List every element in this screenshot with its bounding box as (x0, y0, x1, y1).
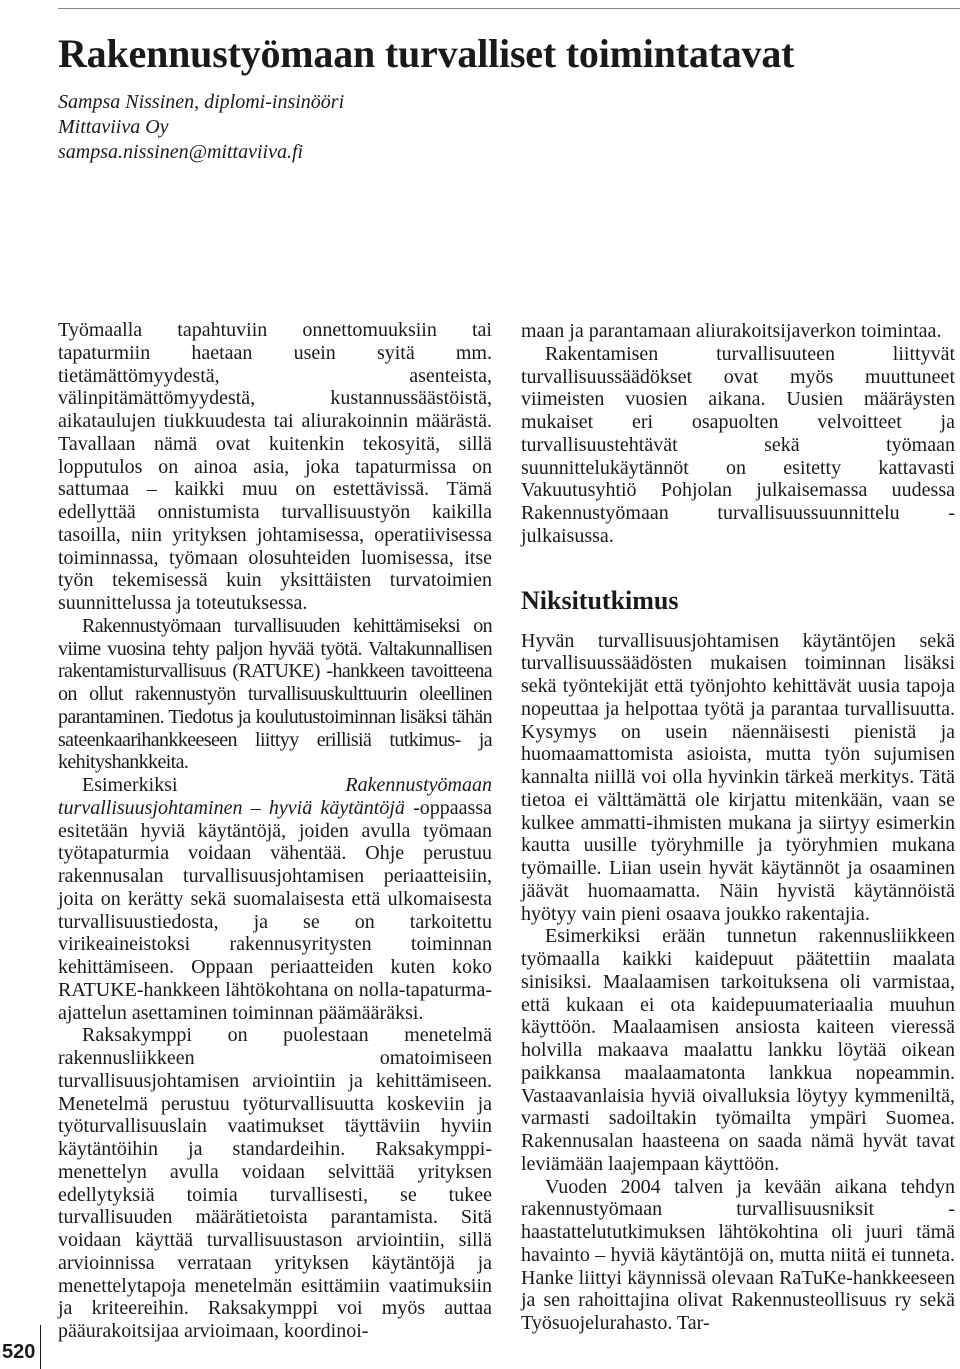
right-paragraph-4: Esimerkiksi erään tunnetun rakennusliikkeen työmaalla kaikki kaidepuut päätettiin maalata sinisiksi. Maalaamisen tarkoituksena oli varmistaa, että kukaan ei ota kaidepuumateriaalia muuhun käyttöön. Maalaamisen ansiosta kaiteen vieressä holvilla makaava maalattu lankku löytää oikean paikkansa maalaamatonta lankkua nopeammin. Vastaavanlaisia hyviä oivalluksia löytyy kymmeniltä, varmasti sadoiltakin työmailta ympäri Suomea. Rakennusalan haasteena on saada nämä hyvät tavat leviämään laajempaan käyttöön. (521, 925, 955, 1175)
article-title: Rakennustyömaan turvalliset toimintatavat (58, 31, 795, 76)
left-paragraph-2: Rakennustyömaan turvallisuuden kehittämiseksi on viime vuosina tehty paljon hyvää työtä. Valtakunnallisen rakentamisturvallisuus (RATUKE) -hankkeen tavoitteena on ollut rakennustyön turvallisuuskulttuurin oleellinen parantaminen. Tiedotus ja koulutustoiminnan lisäksi tähän sateenkaarihankkeeseen liittyy erillisiä tutkimus- ja kehityshankkeita. (58, 614, 492, 774)
author-email: sampsa.nissinen@mittaviiva.fi (58, 141, 304, 163)
left-paragraph-1: Työmaalla tapahtuviin onnettomuuksiin tai tapaturmiin haetaan usein syitä mm. tietämättömyydestä, asenteista, välinpitämättömyydestä, kustannussäästöistä, aikataulujen tiukkuudesta tai aliurakoinnin määrästä. Tavallaan nämä ovat kuitenkin tekosyitä, sillä lopputulos on ainoa asia, joka tapaturmissa on sattumaa – kaikki muu on estettävissä. Tämä edellyttää onnistumista turvallisuustyön kaikilla tasoilla, niin yrityksen johtamisessa, operatiivisessa toiminnassa, työmaan olosuhteiden luomisessa, itse työn tekemisessä kuin yksittäisten turvatoimien suunnittelussa ja toteutuksessa. (58, 319, 492, 614)
right-paragraph-1: maan ja parantamaan aliurakoitsijaverkon toimintaa. (521, 320, 942, 342)
left-column (58, 319, 492, 1343)
right-paragraph-2: Rakentamisen turvallisuuteen liittyvät turvallisuussäädökset ovat myös muuttuneet viimeisten vuosien aikana. Uusien määräysten mukaiset eri osapuolten velvoitteet ja turvallisuustehtävät sekä työmaan suunnittelukäytännöt on esitetty kattavasti Vakuutusyhtiö Pohjolan julkaisemassa uudessa Rakennustyömaan turvallisuussuunnittelu -julkaisussa. (521, 342, 955, 547)
right-paragraph-3: Hyvän turvallisuusjohtamisen käytäntöjen sekä turvallisuussäädösten mukaisen toiminnan lisäksi sekä työntekijät että työnjohto kehittävät uusia tapoja nopeuttaa ja helpottaa työtä ja parantaa turvallisuutta. Kysymys on usein näennäisesti pienistä ja huomaamattomista asioista, mutta työn sujumisen kannalta niillä voi olla hyvinkin tärkeä merkitys. Tätä tietoa ei välttämättä ole kirjattu mitenkään, vaan se kulkee ammatti-ihmisten mukana ja siirtyy esimerkin kautta uusille työryhmille ja työryhmien mukana työmaille. Liian usein hyvät käytännöt ja osaaminen jäävät huomaamatta. Näin hyvistä käytännöistä hyötyy vain pieni osaava joukko rakentajia. (521, 629, 955, 925)
guide-title-italic: Rakennustyömaan turvallisuusjohtaminen – hyviä käytäntöjä (58, 774, 492, 819)
section-heading: Niksitutkimus (521, 585, 679, 615)
author-block (58, 90, 344, 165)
page-number: 520 (2, 1341, 36, 1363)
right-column (521, 320, 955, 1335)
right-paragraph-5: Vuoden 2004 talven ja kevään aikana tehdyn rakennustyömaan turvallisuusniksit -haastattelututkimuksen lähtökohtina oli juuri tämä havainto – hyviä käytäntöjä on, mutta niitä ei tunneta. Hanke liittyi käynnissä olevaan RaTuKe-hankkeeseen ja sen rahoittajina olivat Rakennusteollisuus ry sekä Työsuojelurahasto. Tar- (521, 1175, 955, 1334)
author-name: Sampsa Nissinen, diplomi-insinööri (58, 91, 345, 113)
author-company: Mittaviiva Oy (58, 116, 169, 138)
left-paragraph-4: Raksakymppi on puolestaan menetelmä rakennusliikkeen omatoimiseen turvallisuusjohtamisen arviointiin ja kehittämiseen. Menetelmä perustuu työturvallisuutta koskeviin ja työturvallisuuslain vaatimukset täyttäviin hyviin käytäntöihin ja standardeihin. Raksakymppi-menettelyn avulla voidaan selvittää yrityksen edellytyksiä toimia turvallisesti, se tukee turvallisuuden määrätietoista parantamista. Sitä voidaan käyttää turvallisuustason arviointiin, sillä arvioinnissa verrataan yrityksen käytäntöjä ja menettelytapoja menetelmän esittämiin vaatimuksiin ja kriteereihin. Raksakymppi voi myös auttaa pääurakoitsijaa arvioimaan, koordinoi- (58, 1024, 492, 1342)
left-paragraph-3-end: -oppaassa esitetään hyviä käytäntöjä, joiden avulla työmaan työtapaturmia voidaan vähentää. Ohje perustuu rakennusalan turvallisuusjohtamisen periaatteisiin, joita on kerätty sekä suomalaisesta että ulkomaisesta turvallisuustiedosta, ja se on tarkoitettu virikeaineistoksi rakennusyritysten toiminnan kehittämiseen. Oppaan periaatteiden kuten koko RATUKE-hankkeen lähtökohtana on nolla-tapaturma-ajattelun asettaminen toiminnan päämääräksi. (58, 796, 493, 1024)
left-paragraph-3-start: Esimerkiksi (82, 774, 346, 796)
top-rule (58, 8, 960, 9)
left-paragraph-3 (58, 774, 492, 1024)
